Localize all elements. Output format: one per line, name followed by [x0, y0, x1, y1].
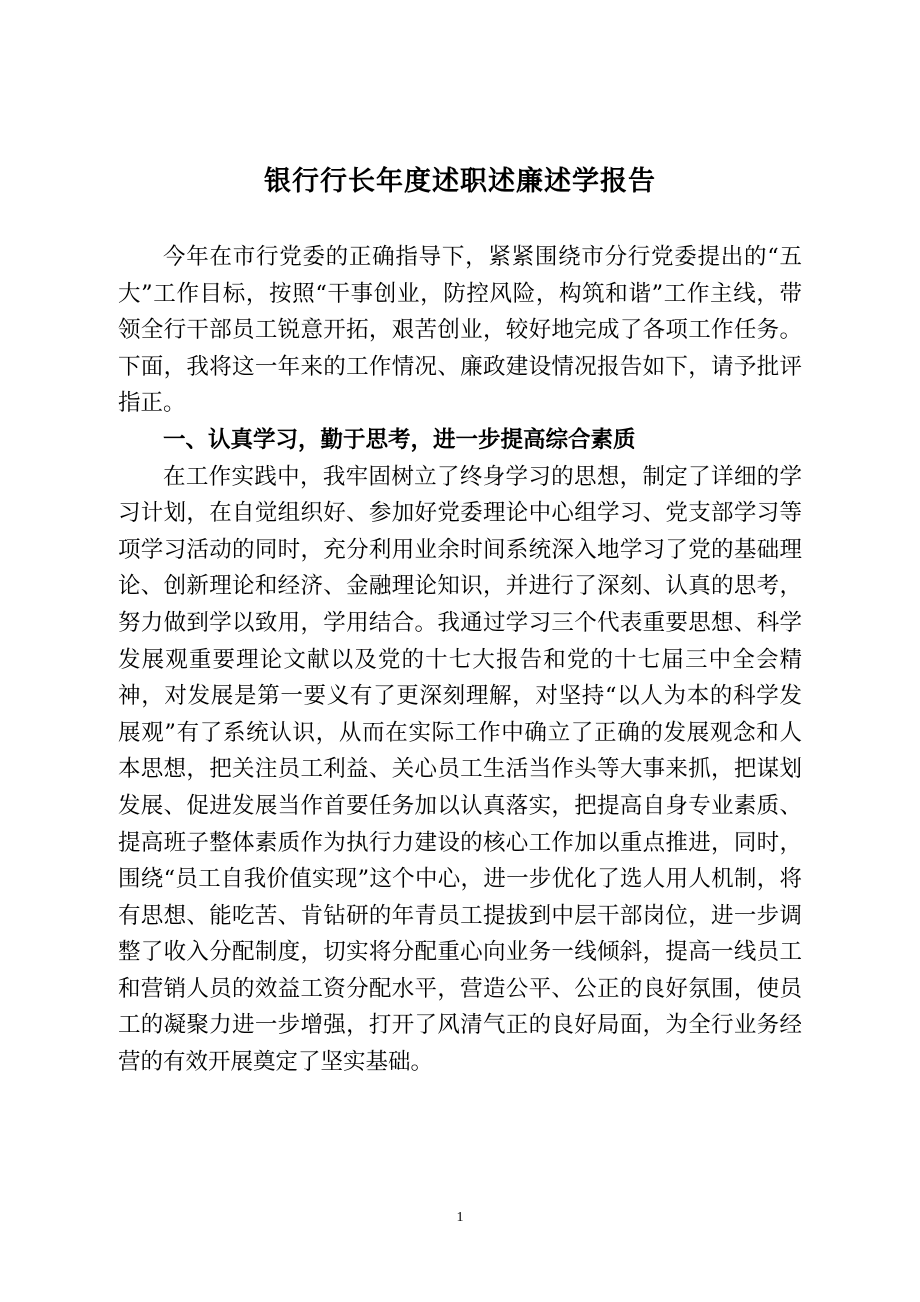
page-title: 银行行长年度述职述廉述学报告: [264, 166, 656, 197]
section-heading: 一、认真学习，勤于思考，进一步提高综合素质: [163, 426, 636, 453]
intro-paragraph: 今年在市行党委的正确指导下，紧紧围绕市分行党委提出的“五大”工作目标，按照“干事创业，防控风险，构筑和谐”工作主线，带领全行干部员工锐意开拓，艰苦创业，较好地完成了各项工作任务。下面，我将这一年来的工作情况、廉政建设情况报告如下，请予批评指正。: [118, 244, 802, 417]
section-paragraph: 在工作实践中，我牢固树立了终身学习的思想，制定了详细的学习计划，在自觉组织好、参加好党委理论中心组学习、党支部学习等项学习活动的同时，充分利用业余时间系统深入地学习了党的基础理论、创新理论和经济、金融理论知识，并进行了深刻、认真的思考，努力做到学以致用，学用结合。我通过学习三个代表重要思想、科学发展观重要理论文献以及党的十七大报告和党的十七届三中全会精神，对发展是第一要义有了更深刻理解，对坚持“以人为本的科学发展观”有了系统认识，从而在实际工作中确立了正确的发展观念和人本思想，把关注员工利益、关心员工生活当作头等大事来抓，把谋划发展、促进发展当作首要任务加以认真落实，把提高自身专业素质、提高班子整体素质作为执行力建设的核心工作加以重点推进，同时，围绕“员工自我价值实现”这个中心，进一步优化了选人用人机制，将有思想、能吃苦、肯钻研的年青员工提拔到中层干部岗位，进一步调整了收入分配制度，切实将分配重心向业务一线倾斜，提高一线员工和营销人员的效益工资分配水平，营造公平、公正的良好氛围，使员工的凝聚力进一步增强，打开了风清气正的良好局面，为全行业务经营的有效开展奠定了坚实基础。: [118, 463, 802, 1076]
document-body: [118, 239, 802, 1081]
page-number: 1: [456, 1210, 464, 1225]
